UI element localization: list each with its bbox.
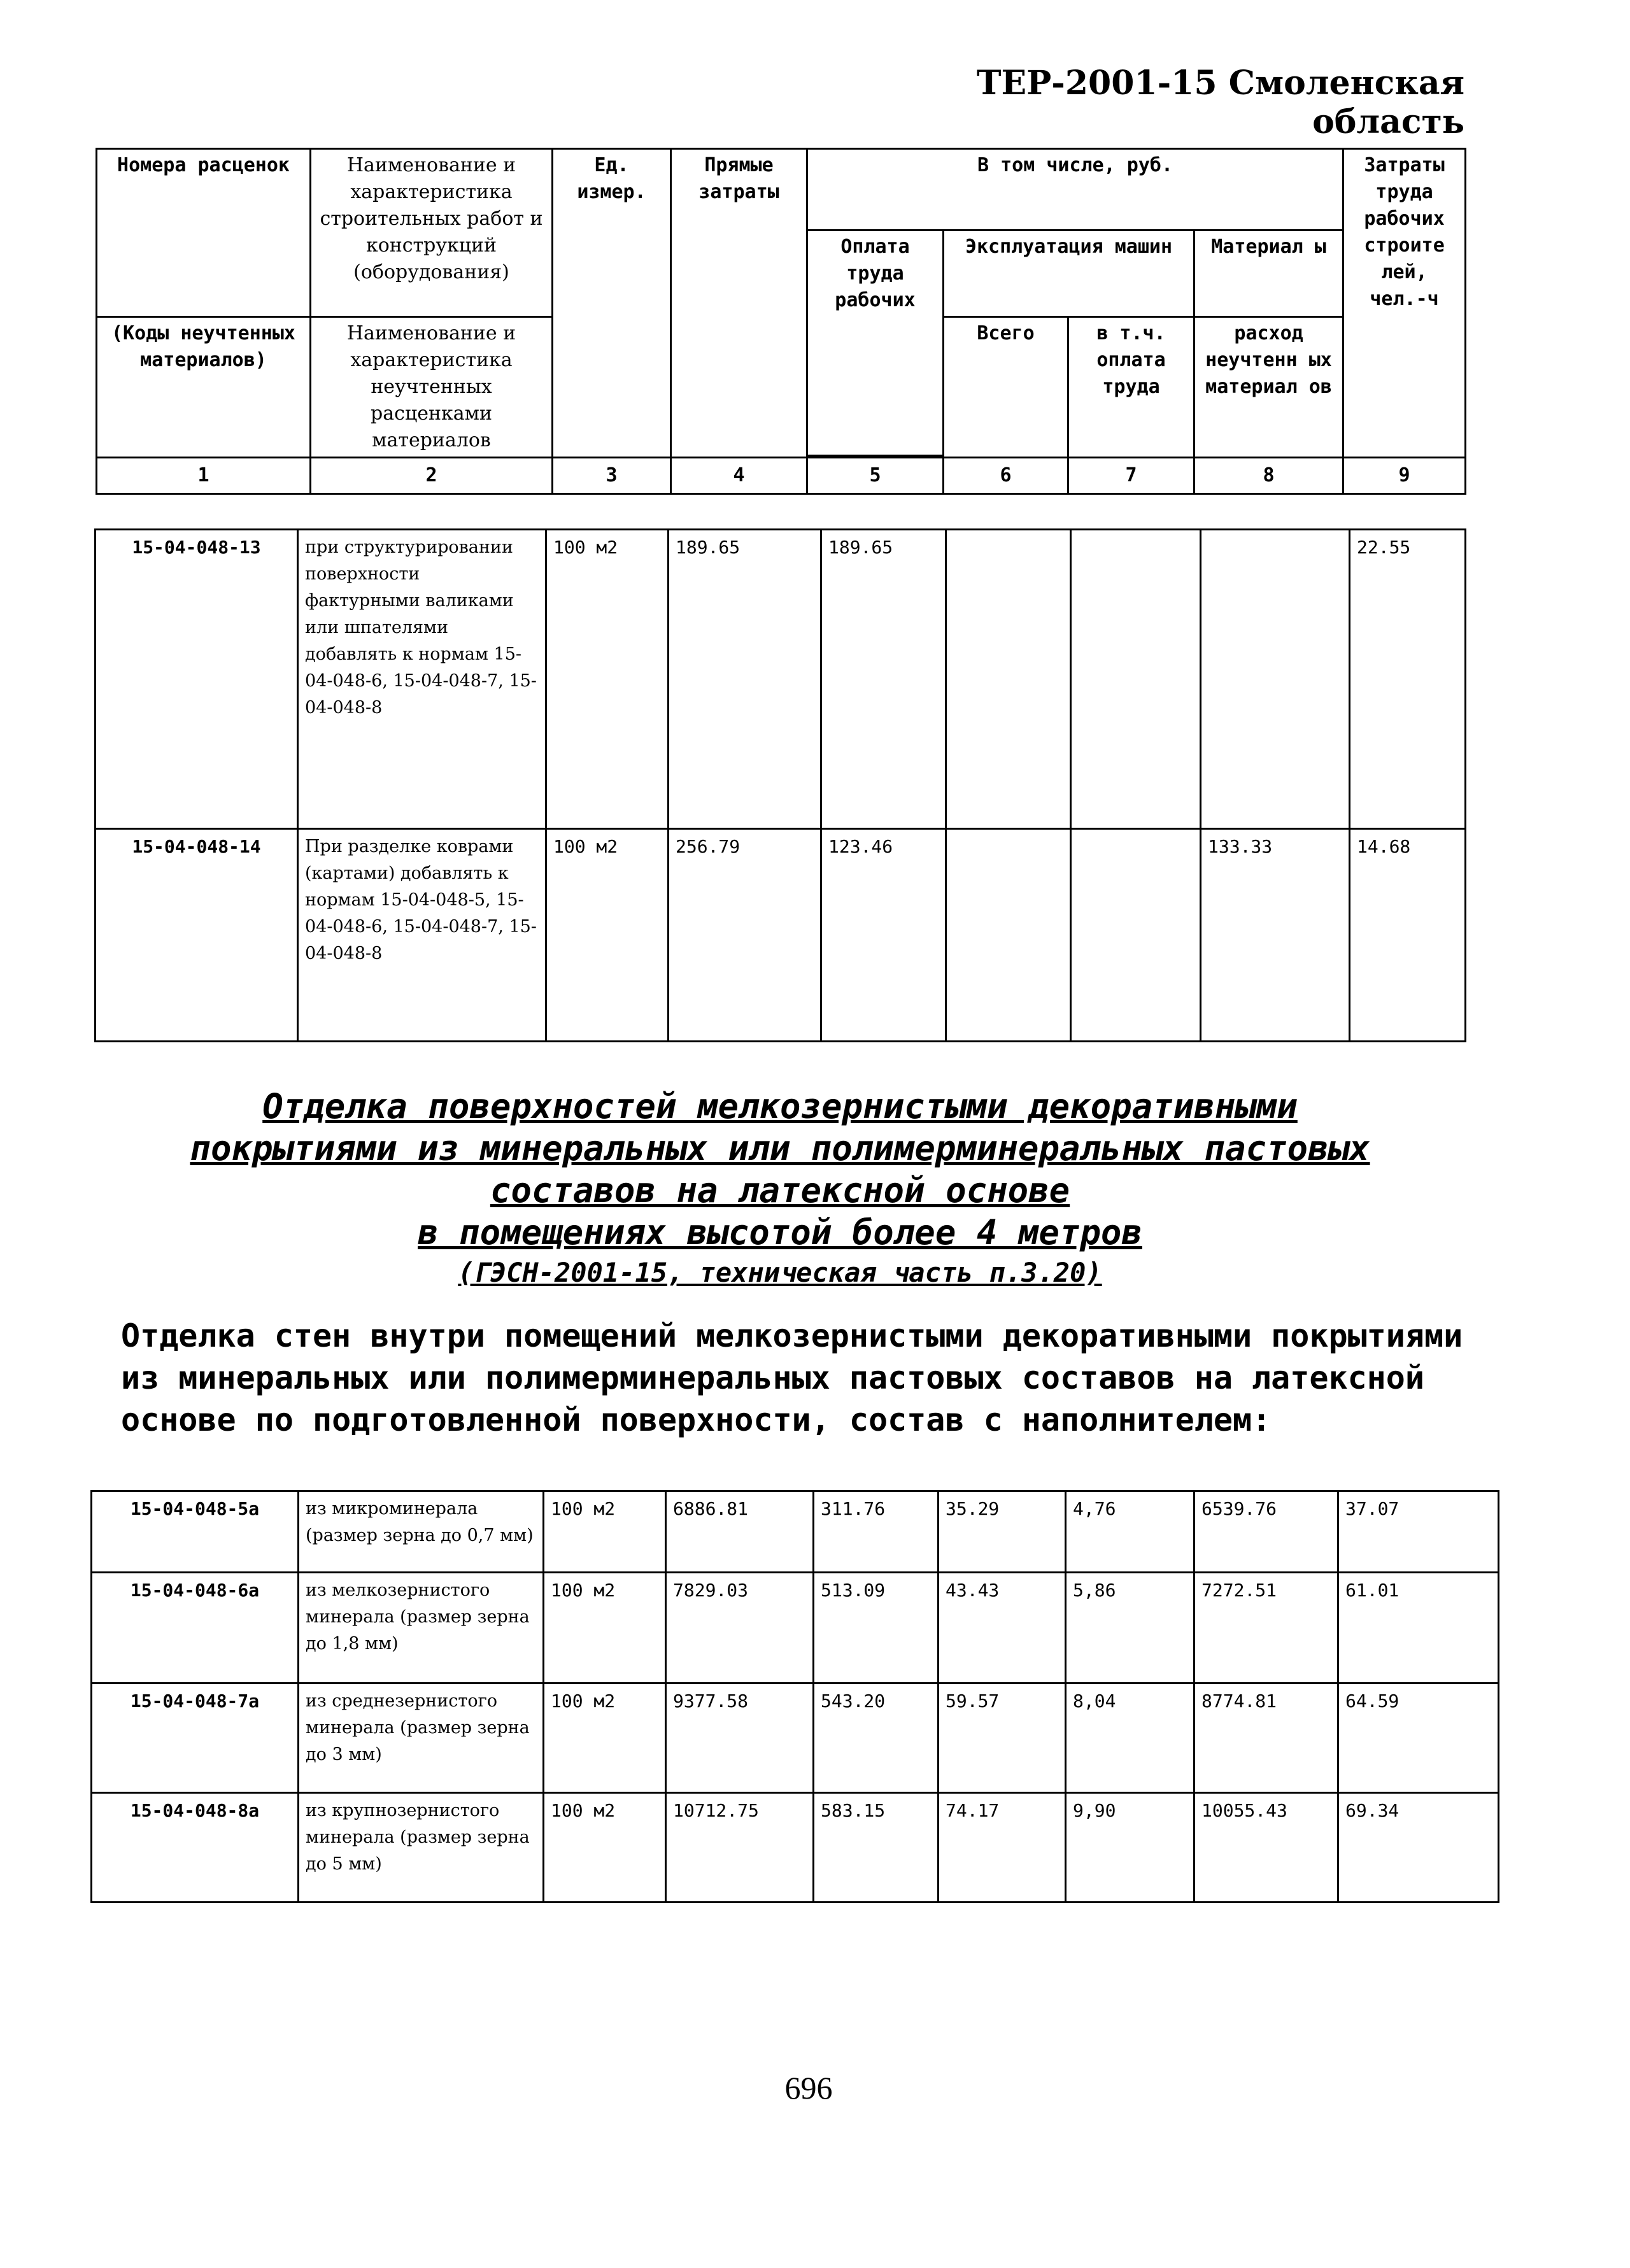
column-number: 3 [553,458,671,494]
table-row [96,829,1466,1042]
rate-materials: 133.33 [1201,829,1350,1042]
header-missing-codes: (Коды неучтенных материалов) [97,317,311,458]
header-direct-costs: Прямые затраты [671,149,807,458]
rate-name: из мелкозернистого минерала (размер зерна до 1,8 мм) [299,1573,544,1683]
column-number: 6 [944,458,1068,494]
rate-unit: 100 м2 [546,530,669,829]
rate-labor: 22.55 [1350,530,1466,829]
rate-name: из микроминерала (размер зерна до 0,7 мм) [299,1491,544,1573]
rate-name: При разделке коврами (картами) добавлять к нормам 15-04-048-5, 15-04-048-6, 15-04-048-7, 15-04-048-8 [298,829,546,1042]
rate-code: 15-04-048-13 [96,530,298,829]
rate-wages: 543.20 [814,1683,939,1793]
rate-machines-wages [1071,530,1201,829]
section-title-line: в помещениях высотой более 4 метров [418,1212,1142,1252]
section-title [96,1086,1464,1292]
header-including: В том числе, руб. [807,149,1343,230]
section-title-line: Отделка поверхностей мелкозернистыми декоративными [262,1086,1298,1126]
rate-machines-wages: 8,04 [1066,1683,1194,1793]
rate-machines: 43.43 [939,1573,1066,1683]
rate-code: 15-04-048-7а [92,1683,299,1793]
document-header: ТЕР-2001-15 Смоленская область [976,64,1464,141]
rate-machines: 59.57 [939,1683,1066,1793]
rate-materials [1201,530,1350,829]
rate-unit: 100 м2 [544,1683,666,1793]
rate-machines: 74.17 [939,1793,1066,1903]
rate-name: из среднезернистого минерала (размер зерна до 3 мм) [299,1683,544,1793]
rate-direct: 256.79 [669,829,821,1042]
rate-labor: 69.34 [1338,1793,1499,1903]
header-codes: Номера расценок [97,149,311,317]
section-reference: (ГЭСН-2001-15, техническая часть п.3.20) [458,1257,1102,1288]
header-missing-consumption: расход неучтенн ых материал ов [1194,317,1343,458]
rate-labor: 64.59 [1338,1683,1499,1793]
table-row [92,1491,1499,1573]
page-number: 696 [784,2070,833,2106]
column-number: 8 [1194,458,1343,494]
rate-direct: 7829.03 [666,1573,814,1683]
column-number: 9 [1343,458,1466,494]
column-number: 7 [1068,458,1194,494]
header-name: Наименование и характеристика строительных работ и конструкций (оборудования) [311,149,553,317]
rate-direct: 6886.81 [666,1491,814,1573]
rates-table-top [94,528,1466,1042]
rate-machines [946,530,1071,829]
header-labor-hours: Затраты труда рабочих строите лей, чел.-ч [1343,149,1466,458]
rate-direct: 9377.58 [666,1683,814,1793]
rate-code: 15-04-048-8а [92,1793,299,1903]
rate-machines-wages: 9,90 [1066,1793,1194,1903]
header-machines-total: Всего [944,317,1068,458]
rate-unit: 100 м2 [544,1573,666,1683]
rate-name: из крупнозернистого минерала (размер зерна до 5 мм) [299,1793,544,1903]
rate-direct: 189.65 [669,530,821,829]
rate-name: при структурировании поверхности фактурными валиками или шпателями добавлять к нормам 15-04-048-6, 15-04-048-7, 15-04-048-8 [298,530,546,829]
header-missing-name: Наименование и характеристика неучтенных расценками материалов [311,317,553,458]
column-number: 4 [671,458,807,494]
rate-wages: 513.09 [814,1573,939,1683]
rate-unit: 100 м2 [546,829,669,1042]
rate-materials: 7272.51 [1194,1573,1338,1683]
rate-unit: 100 м2 [544,1793,666,1903]
table-row [92,1683,1499,1793]
rate-machines [946,829,1071,1042]
rate-wages: 189.65 [821,530,946,829]
rate-machines-wages: 4,76 [1066,1491,1194,1573]
rate-machines-wages: 5,86 [1066,1573,1194,1683]
rate-labor: 61.01 [1338,1573,1499,1683]
header-machines-wages: в т.ч. оплата труда [1068,317,1194,458]
rate-labor: 14.68 [1350,829,1466,1042]
section-title-line: покрытиями из минеральных или полимерминеральных пастовых [190,1128,1370,1168]
rate-direct: 10712.75 [666,1793,814,1903]
header-machines: Эксплуатация машин [944,230,1194,317]
rate-materials: 8774.81 [1194,1683,1338,1793]
rate-labor: 37.07 [1338,1491,1499,1573]
header-wages: Оплата труда рабочих [807,230,944,456]
rate-machines: 35.29 [939,1491,1066,1573]
rate-wages: 583.15 [814,1793,939,1903]
table-row [96,530,1466,829]
table-row [92,1793,1499,1903]
rate-wages: 123.46 [821,829,946,1042]
header-unit: Ед. измер. [553,149,671,458]
rate-code: 15-04-048-14 [96,829,298,1042]
rate-materials: 10055.43 [1194,1793,1338,1903]
section-title-line: составов на латексной основе [490,1170,1070,1210]
column-number: 2 [311,458,553,494]
column-number: 5 [807,458,944,494]
table-row [92,1573,1499,1683]
rate-materials: 6539.76 [1194,1491,1338,1573]
column-header-table [96,148,1466,495]
rates-table-bottom [90,1490,1499,1903]
rate-code: 15-04-048-6а [92,1573,299,1683]
rate-code: 15-04-048-5а [92,1491,299,1573]
rate-unit: 100 м2 [544,1491,666,1573]
rate-machines-wages [1071,829,1201,1042]
column-number: 1 [97,458,311,494]
subsection-title: Отделка стен внутри помещений мелкозернистыми декоративными покрытиями из минеральных или полимерминеральных пастовых составов на латексной основе по подготовленной поверхности, состав с наполнителем: [121,1317,1463,1438]
header-materials: Материал ы [1194,230,1343,317]
rate-wages: 311.76 [814,1491,939,1573]
